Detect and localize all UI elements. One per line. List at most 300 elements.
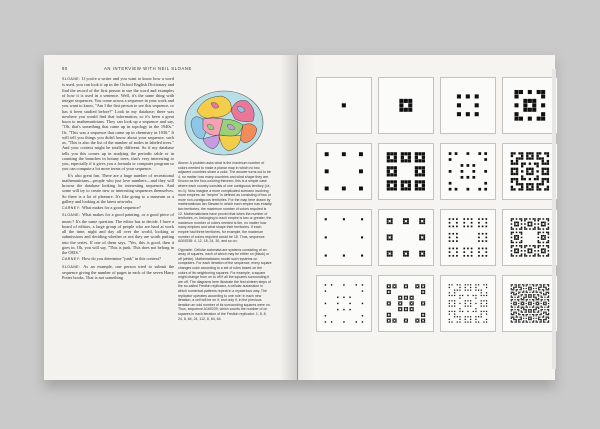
automaton-cell-on <box>483 284 484 285</box>
automaton-cell-on <box>543 293 544 294</box>
speaker-label: CARNEY: <box>62 206 82 210</box>
automaton-cell-on <box>526 288 527 289</box>
automaton-cell-on <box>389 239 391 241</box>
automaton-cell-on <box>516 225 518 227</box>
automaton-cell-on <box>519 287 520 288</box>
automaton-cell-on <box>541 285 542 286</box>
automaton-cell-on <box>516 160 518 162</box>
automaton-cell-on <box>513 292 514 293</box>
automaton-cell-on <box>543 255 545 257</box>
automaton-cell-on <box>356 321 357 322</box>
automaton-cell-on <box>452 226 454 228</box>
automaton-cell-on <box>516 218 518 220</box>
automaton-cell-on <box>548 297 549 298</box>
automaton-cell-on <box>424 304 425 305</box>
automaton-cell-on <box>325 169 329 173</box>
automaton-cell-on <box>349 309 350 310</box>
automaton-cell-on <box>485 248 487 250</box>
automaton-cell-on <box>387 286 388 287</box>
automaton-cell-on <box>404 286 405 287</box>
automaton-cell-on <box>478 233 480 235</box>
automaton-cell-on <box>516 294 517 295</box>
automaton-cell-on <box>538 233 540 235</box>
automaton-cell-on <box>543 285 544 286</box>
automaton-cell-on <box>405 218 407 220</box>
automaton-cell-on <box>546 303 547 304</box>
automaton-iteration <box>378 143 434 200</box>
automaton-cell-on <box>478 226 480 228</box>
automaton-cell-on <box>546 287 547 288</box>
automaton-cell-on <box>511 255 513 257</box>
automaton-cell-on <box>517 299 518 300</box>
automaton-cell-on <box>361 218 363 220</box>
automaton-cell-on <box>483 311 484 312</box>
automaton-iteration <box>316 143 372 200</box>
automaton-cell-on <box>449 303 450 304</box>
automaton-cell-on <box>514 103 518 107</box>
automaton-cell-on <box>485 251 487 253</box>
automaton-cell-on <box>541 309 542 310</box>
automaton-cell-on <box>537 292 538 293</box>
automaton-cell-on <box>407 310 408 311</box>
automaton-cell-on <box>407 218 409 220</box>
automaton-cell-on <box>547 307 548 308</box>
automaton-cell-on <box>391 218 393 220</box>
automaton-cell-on <box>478 255 480 257</box>
automaton-cell-on <box>408 156 411 159</box>
automaton-cell-on <box>390 290 391 291</box>
automaton-cell-on <box>424 287 425 288</box>
automaton-cell-on <box>531 252 533 254</box>
automaton-cell-on <box>401 301 402 302</box>
automaton-cell-on <box>343 297 344 298</box>
main-text-column <box>62 76 174 368</box>
automaton-cell-on <box>541 94 545 98</box>
speaker-label: SLOANE: <box>62 77 83 81</box>
automaton-cell-on <box>387 313 388 314</box>
automaton-cell-on <box>521 220 523 222</box>
automaton-cell-on <box>538 319 539 320</box>
automaton-cell-on <box>544 223 546 225</box>
automaton-cell-on <box>518 314 519 315</box>
automaton-cell-on <box>529 163 531 165</box>
automaton-cell-on <box>423 234 425 236</box>
automaton-cell-on <box>521 253 523 255</box>
automaton-cell-on <box>536 183 538 185</box>
automaton-cell-on <box>471 222 473 224</box>
automaton-cell-on <box>412 299 413 300</box>
automaton-cell-on <box>512 309 513 310</box>
automaton-cell-on <box>418 166 421 169</box>
automaton-cell-on <box>404 187 407 190</box>
automaton-cell-on <box>415 173 418 176</box>
automaton-cell-on <box>521 232 523 234</box>
automaton-cell-on <box>538 220 540 222</box>
automaton-cell-on <box>543 242 545 244</box>
automaton-cell-on <box>325 321 326 322</box>
automaton-cell-on <box>518 297 519 298</box>
automaton-cell-on <box>394 184 397 187</box>
automaton-cell-on <box>470 290 471 291</box>
automaton-cell-on <box>421 290 422 291</box>
automaton-cell-on <box>538 237 540 239</box>
automaton-cell-on <box>521 183 523 185</box>
automaton-cell-on <box>465 287 466 288</box>
automaton-cell-on <box>511 186 513 188</box>
automaton-cell-on <box>541 222 543 224</box>
automaton-cell-on <box>541 314 542 315</box>
automaton-cell-on <box>514 225 516 227</box>
automaton-cell-on <box>548 237 550 239</box>
automaton-cell-on <box>362 315 363 316</box>
automaton-cell-on <box>543 232 545 234</box>
automaton-cell-on <box>407 321 408 322</box>
automaton-cell-on <box>392 320 393 321</box>
automaton-cell-on <box>542 299 543 300</box>
automaton-cell-on <box>422 284 423 285</box>
automaton-cell-on <box>470 316 471 317</box>
automaton-cell-on <box>325 218 327 220</box>
automaton-cell-on <box>407 307 408 308</box>
automaton-cell-on <box>415 170 418 173</box>
automaton-cell-on <box>404 152 407 155</box>
automaton-cell-on <box>459 295 460 296</box>
automaton-cell-on <box>527 307 528 308</box>
automaton-cell-on <box>478 237 480 239</box>
automaton-cell-on <box>516 163 518 165</box>
automaton-cell-on <box>521 165 523 167</box>
automaton-cell-on <box>514 222 516 224</box>
automaton-cell-on <box>546 314 547 315</box>
automaton-cell-on <box>456 226 458 228</box>
automaton-cell-on <box>475 103 479 107</box>
automaton-cell-on <box>404 287 405 288</box>
automaton-cell-on <box>522 314 523 315</box>
automaton-cell-on <box>470 303 471 304</box>
automaton-cell-on <box>463 251 465 253</box>
automaton-cell-on <box>422 159 425 162</box>
automaton-cell-on <box>405 310 406 311</box>
automaton-cell-on <box>533 299 534 300</box>
automaton-cell-on <box>400 296 401 297</box>
automaton-cell-on <box>512 289 513 290</box>
automaton-cell-on <box>521 319 522 320</box>
automaton-cell-on <box>539 232 541 234</box>
automaton-cell-on <box>513 178 515 180</box>
automaton-cell-on <box>325 152 329 156</box>
automaton-cell-on <box>529 307 530 308</box>
interview-paragraph <box>62 256 174 262</box>
automaton-cell-on <box>412 310 413 311</box>
automaton-cell-on <box>547 309 548 310</box>
automaton-cell-on <box>529 183 531 185</box>
automaton-cell-on <box>548 307 549 308</box>
automaton-cell-on <box>526 299 527 300</box>
automaton-cell-on <box>531 294 532 295</box>
automaton-cell-on <box>529 297 530 298</box>
automaton-cell-on <box>536 322 537 323</box>
automaton-cell-on <box>544 312 545 313</box>
automaton-cell-on <box>539 157 541 159</box>
automaton-cell-on <box>541 313 542 314</box>
automaton-cell-on <box>392 284 393 285</box>
automaton-cell-on <box>524 178 526 180</box>
automaton-cell-on <box>454 311 455 312</box>
automaton-cell-on <box>533 288 534 289</box>
automaton-cell-on <box>517 235 519 237</box>
automaton-cell-on <box>470 305 471 306</box>
automaton-cell-on <box>539 322 540 323</box>
automaton-cell-on <box>538 295 539 296</box>
automaton-cell-on <box>532 314 533 315</box>
automaton-cell-on <box>526 245 528 247</box>
automaton-cell-on <box>408 99 412 103</box>
automaton-cell-on <box>419 218 421 220</box>
automaton-cell-on <box>536 314 537 315</box>
automaton-cell-on <box>518 322 519 323</box>
speaker-label: CARNEY: <box>62 257 82 262</box>
automaton-cell-on <box>542 168 544 170</box>
automaton-cell-on <box>543 294 544 295</box>
automaton-cell-on <box>511 305 512 306</box>
automaton-cell-on <box>486 300 487 301</box>
automaton-cell-on <box>456 237 458 239</box>
automaton-cell-on <box>528 310 529 311</box>
automaton-cell-on <box>387 290 388 291</box>
automaton-cell-on <box>518 284 519 285</box>
automaton-cell-on <box>478 240 480 242</box>
automaton-cell-on <box>548 232 550 234</box>
automaton-cell-on <box>539 284 540 285</box>
automaton-cell-on <box>529 294 530 295</box>
automaton-cell-on <box>403 218 405 220</box>
automaton-cell-on <box>387 251 389 253</box>
automaton-cell-on <box>543 304 544 305</box>
automaton-cell-on <box>424 320 425 321</box>
automaton-cell-on <box>470 321 471 322</box>
automaton-cell-on <box>513 294 514 295</box>
automaton-cell-on <box>478 321 479 322</box>
automaton-cell-on <box>533 285 534 286</box>
automaton-cell-on <box>538 298 539 299</box>
automaton-cell-on <box>408 159 411 162</box>
automaton-cell-on <box>486 313 487 314</box>
automaton-cell-on <box>451 305 452 306</box>
automaton-cell-on <box>527 248 529 250</box>
automaton-cell-on <box>392 319 393 320</box>
automaton-cell-on <box>516 232 518 234</box>
automaton-cell-on <box>401 296 402 297</box>
automaton-cell-on <box>543 222 545 224</box>
automaton-cell-on <box>408 184 411 187</box>
automaton-cell-on <box>536 157 538 159</box>
automaton-cell-on <box>538 304 539 305</box>
automaton-cell-on <box>518 292 519 293</box>
automaton-cell-on <box>394 170 397 173</box>
automaton-cell-on <box>511 173 513 175</box>
automaton-cell-on <box>538 287 539 288</box>
automaton-cell-on <box>401 297 402 298</box>
automaton-cell-on <box>543 235 545 237</box>
automaton-cell-on <box>418 152 421 155</box>
automaton-cell-on <box>548 310 549 311</box>
automaton-cell-on <box>524 294 525 295</box>
automaton-cell-on <box>478 284 479 285</box>
figure-caption <box>178 161 272 325</box>
automaton-iteration <box>440 209 496 266</box>
automaton-cell-on <box>398 310 399 311</box>
automaton-cell-on <box>527 322 528 323</box>
automaton-cell-on <box>531 297 532 298</box>
automaton-cell-on <box>547 289 548 290</box>
automaton-cell-on <box>547 155 549 157</box>
automaton-cell-on <box>451 311 452 312</box>
automaton-cell-on <box>405 307 406 308</box>
automaton-cell-on <box>513 318 514 319</box>
paragraph-text: It's also great fun. There are a huge number of recreational mathematicians—people who just love numbers—and they will browse the database looking for interesting sequences. And some will try to create new or interesting sequences themselves. So there is a lot of pleasure. It's like going to a museum or a gallery and looking at the latest artworks. <box>62 172 174 204</box>
automaton-cell-on <box>531 303 532 304</box>
automaton-cell-on <box>424 301 425 302</box>
automaton-cell-on <box>482 255 484 257</box>
automaton-cell-on <box>538 240 540 242</box>
automaton-cell-on <box>422 301 423 302</box>
automaton-cell-on <box>407 253 409 255</box>
automaton-cell-on <box>548 227 550 229</box>
automaton-cell-on <box>454 292 455 293</box>
automaton-cell-on <box>467 226 469 228</box>
automaton-cell-on <box>548 218 550 220</box>
automaton-cell-on <box>457 284 458 285</box>
automaton-cell-on <box>532 108 536 112</box>
automaton-cell-on <box>517 248 519 250</box>
automaton-cell-on <box>465 300 466 301</box>
automaton-cell-on <box>343 255 345 257</box>
automaton-cell-on <box>547 297 548 298</box>
automaton-cell-on <box>521 307 522 308</box>
automaton-cell-on <box>511 253 513 255</box>
automaton-cell-on <box>531 318 532 319</box>
automaton-cell-on <box>511 152 513 154</box>
automaton-cell-on <box>387 253 389 255</box>
automaton-cell-on <box>389 234 391 236</box>
automaton-cell-on <box>511 285 512 286</box>
open-book <box>44 55 555 380</box>
automaton-cell-on <box>536 298 537 299</box>
automaton-cell-on <box>359 152 363 156</box>
automaton-cell-on <box>470 319 471 320</box>
automaton-cell-on <box>544 173 546 175</box>
automaton-cell-on <box>412 296 413 297</box>
automaton-cell-on <box>405 296 406 297</box>
automaton-cell-on <box>454 305 455 306</box>
automaton-cell-on <box>541 292 542 293</box>
automaton-cell-on <box>511 163 513 165</box>
automaton-cell-on <box>516 322 517 323</box>
automaton-cell-on <box>519 245 521 247</box>
automaton-cell-on <box>392 287 393 288</box>
automaton-cell-on <box>538 223 540 225</box>
automaton-cell-on <box>524 312 525 313</box>
automaton-cell-on <box>475 290 476 291</box>
automaton-cell-on <box>538 253 540 255</box>
automaton-cell-on <box>546 289 547 290</box>
automaton-cell-on <box>528 302 529 303</box>
automaton-cell-on <box>391 236 393 238</box>
automaton-cell-on <box>542 297 543 298</box>
automaton-cell-on <box>419 253 421 255</box>
automaton-cell-on <box>548 228 550 230</box>
automaton-cell-on <box>486 319 487 320</box>
automaton-cell-on <box>521 188 523 190</box>
automaton-cell-on <box>463 226 465 228</box>
automaton-cell-on <box>521 304 522 305</box>
automaton-cell-on <box>523 99 527 103</box>
automaton-cell-on <box>518 303 519 304</box>
automaton-cell-on <box>541 225 543 227</box>
automaton-cell-on <box>531 289 532 290</box>
automaton-cell-on <box>511 188 513 190</box>
automaton-cell-on <box>514 299 515 300</box>
automaton-cell-on <box>325 284 326 285</box>
automaton-cell-on <box>516 303 517 304</box>
automaton-cell-on <box>546 318 547 319</box>
automaton-cell-on <box>543 302 544 303</box>
automaton-cell-on <box>419 220 421 222</box>
automaton-cell-on <box>516 245 518 247</box>
automaton-cell-on <box>531 173 533 175</box>
automaton-cell-on <box>521 298 522 299</box>
automaton-cell-on <box>419 255 421 257</box>
automaton-cell-on <box>511 297 512 298</box>
automaton-cell-on <box>521 218 523 220</box>
automaton-cell-on <box>518 285 519 286</box>
automaton-cell-on <box>531 312 532 313</box>
interview-paragraph <box>62 264 174 281</box>
automaton-cell-on <box>404 99 408 103</box>
automaton-iteration <box>378 77 434 134</box>
automaton-cell-on <box>511 310 512 311</box>
automaton-cell-on <box>407 220 409 222</box>
automaton-cell-on <box>527 252 529 254</box>
automaton-cell-on <box>519 317 520 318</box>
automaton-cell-on <box>521 299 522 300</box>
automaton-cell-on <box>410 296 411 297</box>
automaton-cell-on <box>398 309 399 310</box>
automaton-cell-on <box>536 299 537 300</box>
automaton-iteration <box>378 275 434 332</box>
automaton-cell-on <box>387 293 388 294</box>
automaton-cell-on <box>538 294 539 295</box>
automaton-cell-on <box>521 237 523 239</box>
automaton-cell-on <box>389 251 391 253</box>
automaton-cell-on <box>389 218 391 220</box>
automaton-cell-on <box>514 250 516 252</box>
automaton-cell-on <box>387 180 390 183</box>
automaton-cell-on <box>541 299 542 300</box>
automaton-cell-on <box>466 112 470 116</box>
automaton-cell-on <box>541 319 542 320</box>
automaton-cell-on <box>538 310 539 311</box>
automaton-cell-on <box>417 319 418 320</box>
automaton-cell-on <box>483 300 484 301</box>
automaton-cell-on <box>524 228 526 230</box>
automaton-cell-on <box>524 223 526 225</box>
automaton-cell-on <box>411 296 412 297</box>
automaton-cell-on <box>531 223 533 225</box>
automaton-cell-on <box>511 299 512 300</box>
automaton-cell-on <box>526 292 527 293</box>
automaton-cell-on <box>533 303 534 304</box>
